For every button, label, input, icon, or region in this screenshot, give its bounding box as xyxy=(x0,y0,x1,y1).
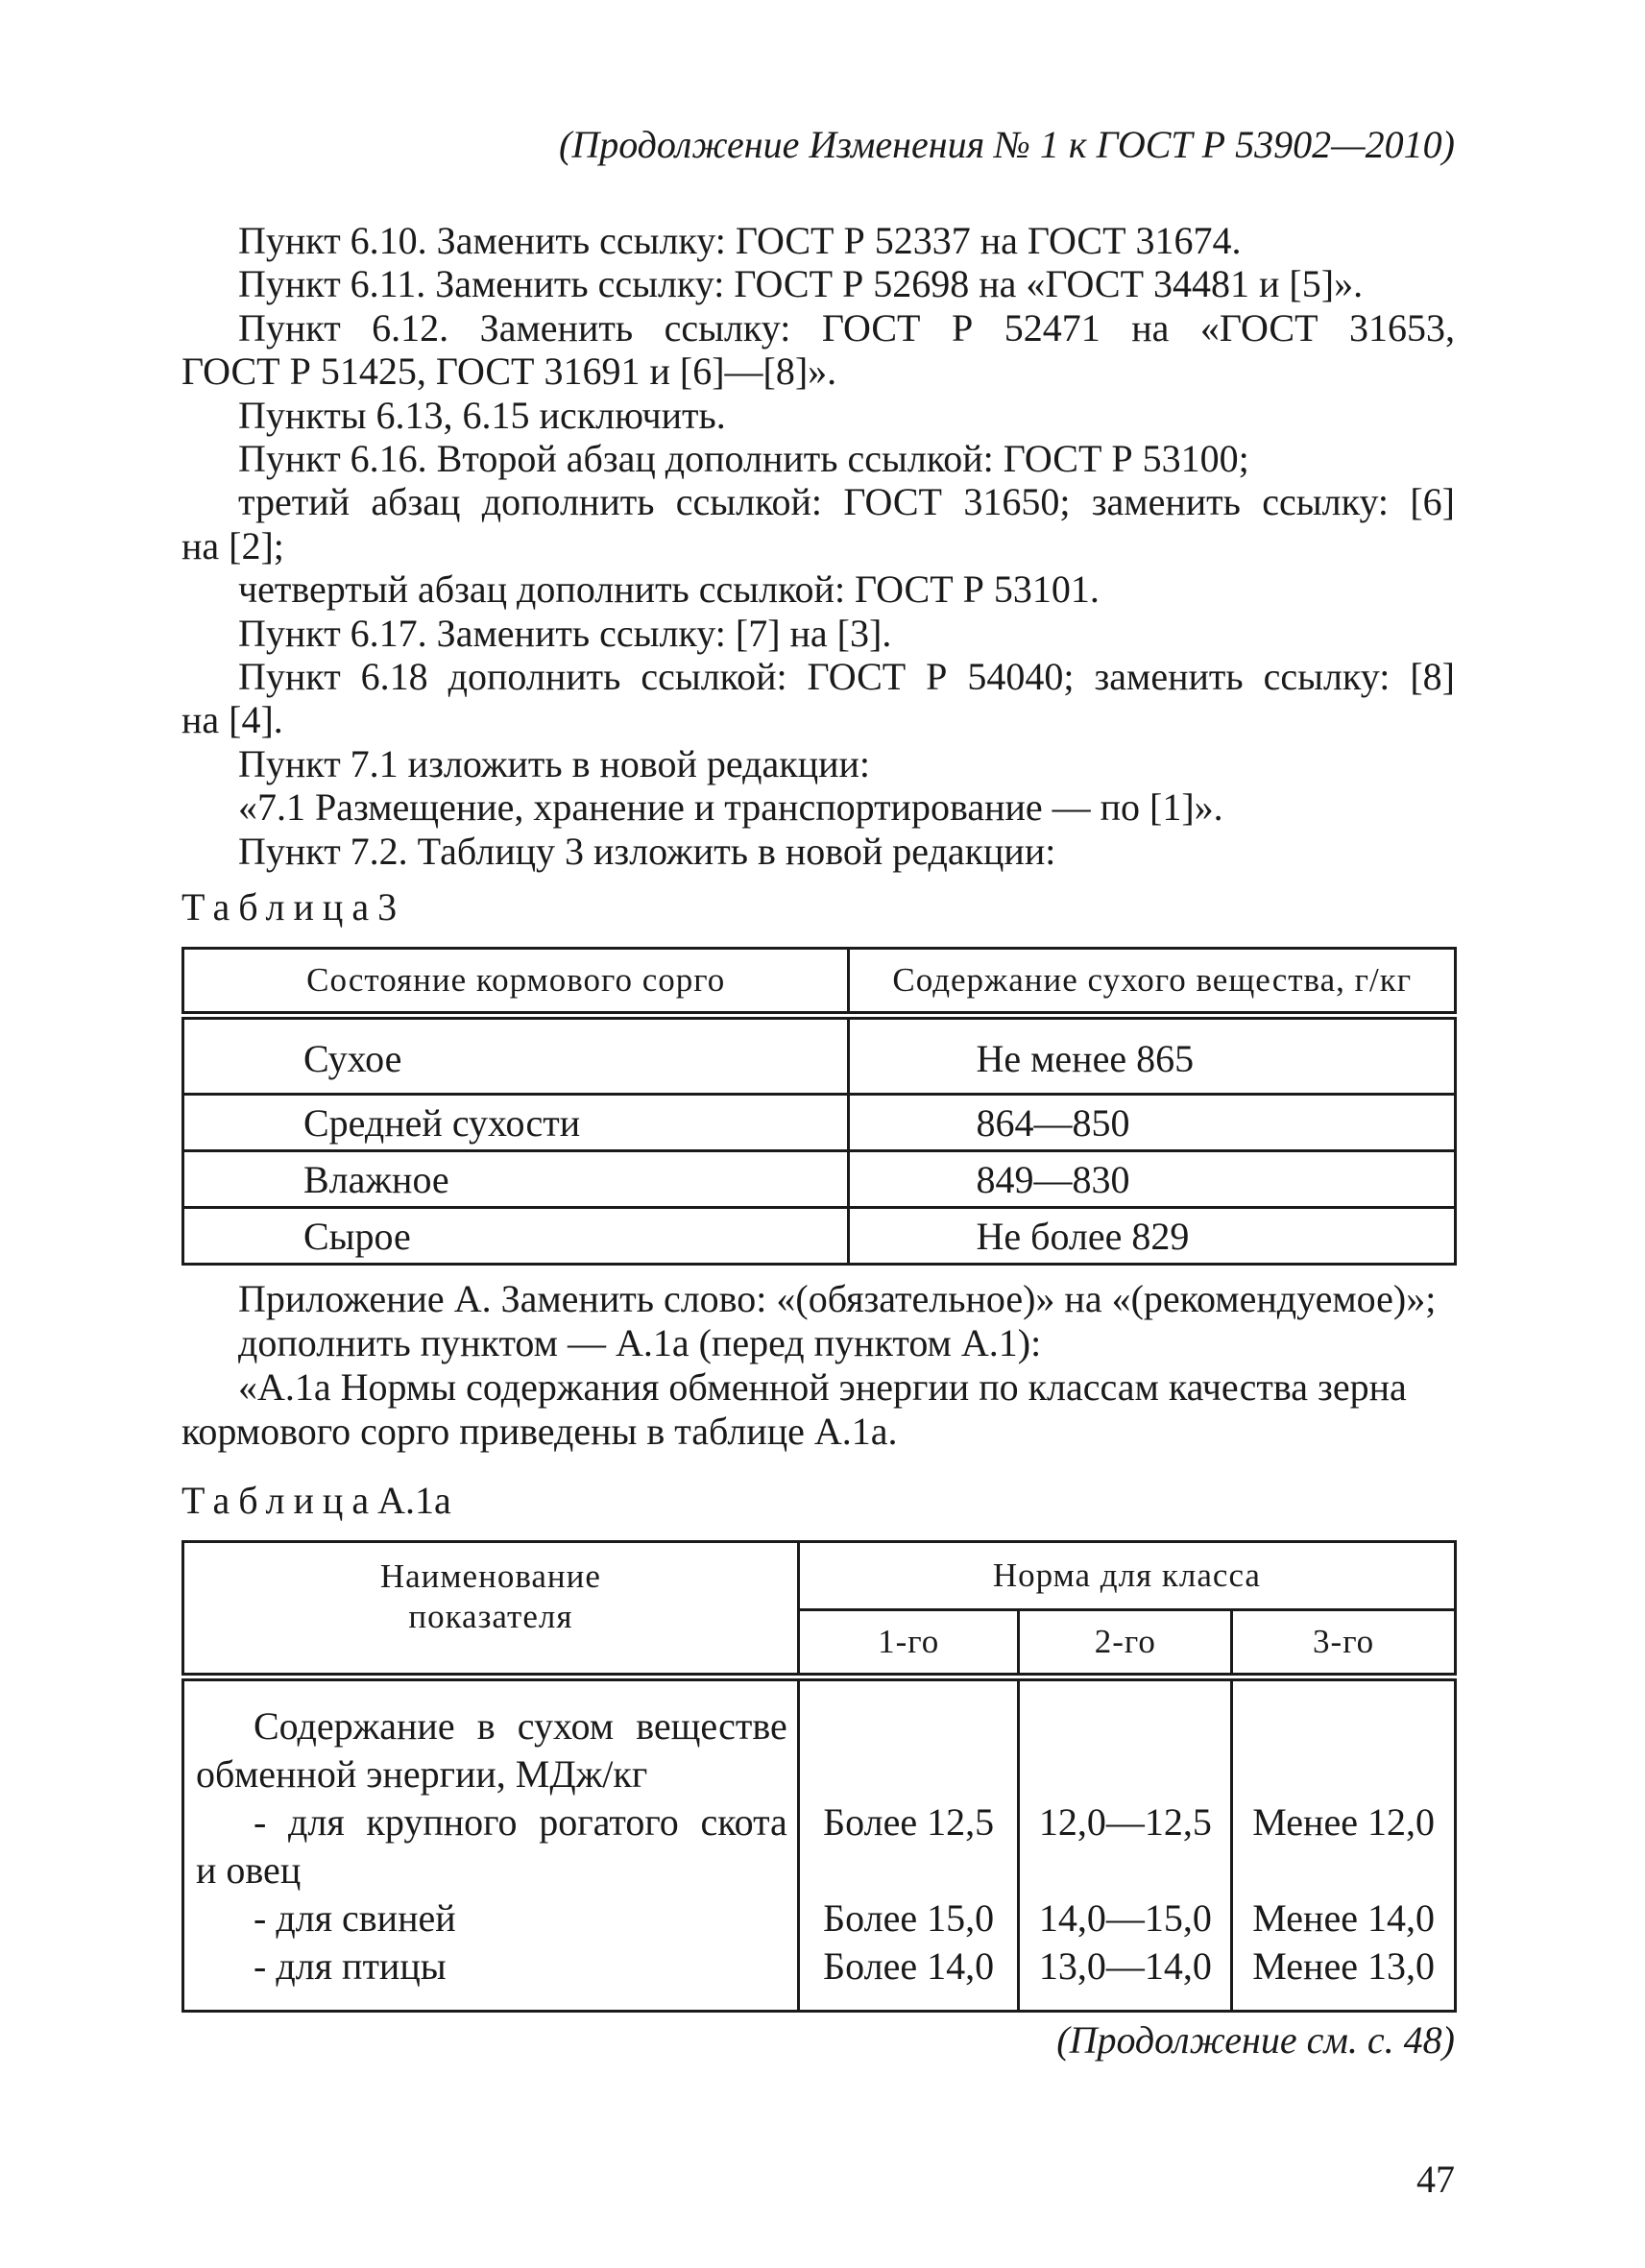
table-cell: 849—830 xyxy=(849,1151,1456,1208)
table-cell: Менее 12,0 xyxy=(1252,1800,1435,1844)
indicator-item: - для птицы xyxy=(254,1944,447,1988)
paragraph: четвертый абзац дополнить ссылкой: ГОСТ Р 53101. xyxy=(238,567,1100,611)
caption-number: А.1а xyxy=(377,1479,451,1522)
table-row xyxy=(183,1095,1456,1151)
column-header-class: 2-го xyxy=(1019,1610,1232,1677)
table-caption xyxy=(181,883,397,931)
continuation-note: (Продолжение см. с. 48) xyxy=(1056,2018,1455,2062)
column-header-norm: Норма для класса xyxy=(798,1542,1455,1610)
column-header-indicator xyxy=(183,1542,799,1677)
table-cell: Менее 14,0 xyxy=(1252,1896,1435,1940)
table-row xyxy=(183,1016,1456,1095)
paragraph: Пункт 6.17. Заменить ссылку: [7] на [3]. xyxy=(238,612,892,655)
table-caption xyxy=(181,1477,451,1525)
values-class-2 xyxy=(1019,1677,1232,2012)
column-header: Содержание сухого вещества, г/кг xyxy=(849,949,1456,1016)
indicator-item-cont: и овец xyxy=(196,1848,302,1892)
table-cell: Сырое xyxy=(183,1208,849,1265)
indicator-item: - для свиней xyxy=(254,1896,456,1940)
values-class-1 xyxy=(798,1677,1019,2012)
page-number: 47 xyxy=(1416,2158,1455,2201)
caption-word: Таблица xyxy=(181,1479,378,1522)
paragraph: Пункт 6.12. Заменить ссылку: ГОСТ Р 52471 на «ГОСТ 31653, xyxy=(238,306,1455,350)
table-cell: Более 14,0 xyxy=(823,1944,995,1988)
column-header-class: 1-го xyxy=(798,1610,1019,1677)
table-row xyxy=(183,1151,1456,1208)
paragraph: дополнить пунктом — А.1а (перед пунктом А.1): xyxy=(238,1321,1042,1364)
table-cell: Менее 13,0 xyxy=(1252,1944,1435,1988)
table-cell: 864—850 xyxy=(849,1095,1456,1151)
table-cell: 12,0—12,5 xyxy=(1038,1800,1212,1844)
paragraph: Пункт 7.2. Таблицу 3 изложить в новой редакции: xyxy=(238,830,1056,873)
table-header-row xyxy=(183,1542,1456,1610)
table-cell: 13,0—14,0 xyxy=(1038,1944,1212,1988)
table-cell: 14,0—15,0 xyxy=(1038,1896,1212,1940)
paragraph: Приложение А. Заменить слово: «(обязательное)» на «(рекомендуемое)»; xyxy=(238,1277,1437,1320)
paragraph: Пункт 6.10. Заменить ссылку: ГОСТ Р 52337 на ГОСТ 31674. xyxy=(238,219,1242,262)
table-cell: Влажное xyxy=(183,1151,849,1208)
table-cell: Не менее 865 xyxy=(976,1036,1195,1080)
energy-norms-table xyxy=(181,1540,1457,2013)
paragraph: на [4]. xyxy=(181,698,283,741)
indicator-line: Содержание в сухом веществе xyxy=(254,1704,787,1748)
paragraph: ГОСТ Р 51425, ГОСТ 31691 и [6]—[8]». xyxy=(181,350,837,393)
paragraph: «А.1а Нормы содержания обменной энергии по классам качества зерна xyxy=(238,1365,1407,1409)
paragraph: Пункт 6.16. Второй абзац дополнить ссылкой: ГОСТ Р 53100; xyxy=(238,437,1249,480)
paragraph: Пункт 6.11. Заменить ссылку: ГОСТ Р 52698 на «ГОСТ 34481 и [5]». xyxy=(238,262,1364,305)
paragraph: Пункты 6.13, 6.15 исключить. xyxy=(238,394,726,437)
indicator-item: - для крупного рогатого скота xyxy=(254,1800,787,1844)
table-cell: Более 15,0 xyxy=(823,1896,995,1940)
paragraph: на [2]; xyxy=(181,524,284,567)
indicator-line: обменной энергии, МДж/кг xyxy=(196,1752,648,1796)
paragraph: «7.1 Размещение, хранение и транспортирование — по [1]». xyxy=(238,785,1223,829)
paragraph: Пункт 6.18 дополнить ссылкой: ГОСТ Р 54040; заменить ссылку: [8] xyxy=(238,655,1455,698)
caption-word: Таблица xyxy=(181,885,378,929)
table-cell: Средней сухости xyxy=(183,1095,849,1151)
page-header: (Продолжение Изменения № 1 к ГОСТ Р 53902—2010) xyxy=(559,123,1455,166)
column-header: Состояние кормового сорго xyxy=(183,949,849,1016)
caption-number: 3 xyxy=(377,885,398,929)
moisture-table xyxy=(181,947,1457,1266)
header-line: показателя xyxy=(408,1598,573,1635)
column-header-class: 3-го xyxy=(1232,1610,1456,1677)
table-cell: Сухое xyxy=(183,1016,849,1095)
indicator-cell xyxy=(183,1677,799,2012)
table-cell: Более 12,5 xyxy=(823,1800,995,1844)
table-header-row xyxy=(183,949,1456,1016)
table-row xyxy=(183,1208,1456,1265)
paragraph: третий абзац дополнить ссылкой: ГОСТ 31650; заменить ссылку: [6] xyxy=(238,480,1455,523)
paragraph: кормового сорго приведены в таблице А.1а. xyxy=(181,1410,898,1453)
values-class-3 xyxy=(1232,1677,1456,2012)
paragraph: Пункт 7.1 изложить в новой редакции: xyxy=(238,742,871,785)
header-line: Наименование xyxy=(379,1557,601,1595)
table-cell: Не более 829 xyxy=(849,1208,1456,1265)
table-row xyxy=(183,1677,1456,2012)
